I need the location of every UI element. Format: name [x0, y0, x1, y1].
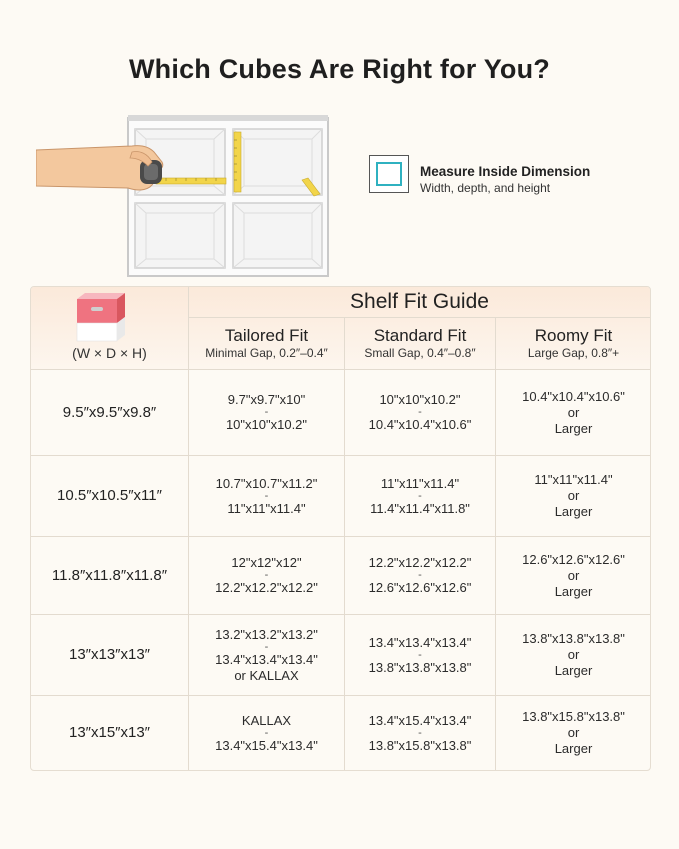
tailored-cell-1: 10.7"x10.7"x11.2" - 11"x11"x11.4": [215, 475, 318, 516]
shelf-measure-illustration: [36, 112, 336, 278]
column-header-roomy: Roomy Fit Large Gap, 0.8″+: [527, 326, 620, 360]
roomy-cell-2: 12.6"x12.6"x12.6" or Larger: [522, 551, 625, 599]
standard-cell-0: 10"x10"x10.2" - 10.4"x10.4"x10.6": [368, 392, 472, 432]
roomy-cell-4: 13.8"x15.8"x13.8" or Larger: [522, 709, 625, 756]
shelf-fit-guide-title: Shelf Fit Guide: [350, 290, 489, 313]
standard-cell-2: 12.2"x12.2"x12.2" - 12.6"x12.6"x12.6": [368, 555, 472, 595]
standard-cell-4: 13.4"x15.4"x13.4" - 13.8"x15.8"x13.8": [368, 712, 472, 753]
page-title: Which Cubes Are Right for You?: [129, 54, 550, 84]
measure-dimension-icon: [369, 155, 409, 193]
standard-cell-3: 13.4"x13.4"x13.4" - 13.8"x13.8"x13.8": [368, 634, 472, 675]
storage-cube-icon: [71, 291, 131, 343]
size-cell-1: 10.5″x10.5″x11″: [57, 487, 162, 504]
roomy-cell-1: 11"x11"x11.4" or Larger: [534, 472, 613, 519]
tailored-cell-4: KALLAX - 13.4"x15.4"x13.4": [215, 712, 318, 753]
standard-cell-1: 11"x11"x11.4" - 11.4"x11.4"x11.8": [370, 475, 470, 516]
size-cell-0: 9.5″x9.5″x9.8″: [62, 403, 157, 421]
tailored-cell-0: 9.7"x9.7"x10" - 10"x10"x10.2": [225, 392, 308, 432]
size-cell-3: 13″x13″x13″: [69, 646, 150, 663]
roomy-cell-0: 10.4"x10.4"x10.6" or Larger: [522, 388, 625, 436]
tailored-cell-3: 13.2"x13.2"x13.2" - 13.4"x13.4"x13.4" or KALLAX: [215, 626, 318, 683]
legend-subtitle: Width, depth, and height: [420, 181, 551, 195]
size-cell-4: 13″x15″x13″: [69, 724, 150, 741]
legend-title: Measure Inside Dimension: [420, 164, 591, 179]
size-column-header: (W × D × H): [72, 345, 147, 361]
column-header-standard: Standard Fit Small Gap, 0.4″–0.8″: [364, 326, 476, 360]
shelf-fit-table: [30, 286, 651, 771]
column-header-tailored: Tailored Fit Minimal Gap, 0.2″–0.4″: [205, 326, 328, 360]
tailored-cell-2: 12"x12"x12" - 12.2"x12.2"x12.2": [215, 555, 318, 595]
roomy-cell-3: 13.8"x13.8"x13.8" or Larger: [522, 631, 625, 678]
size-cell-2: 11.8″x11.8″x11.8″: [51, 566, 168, 584]
